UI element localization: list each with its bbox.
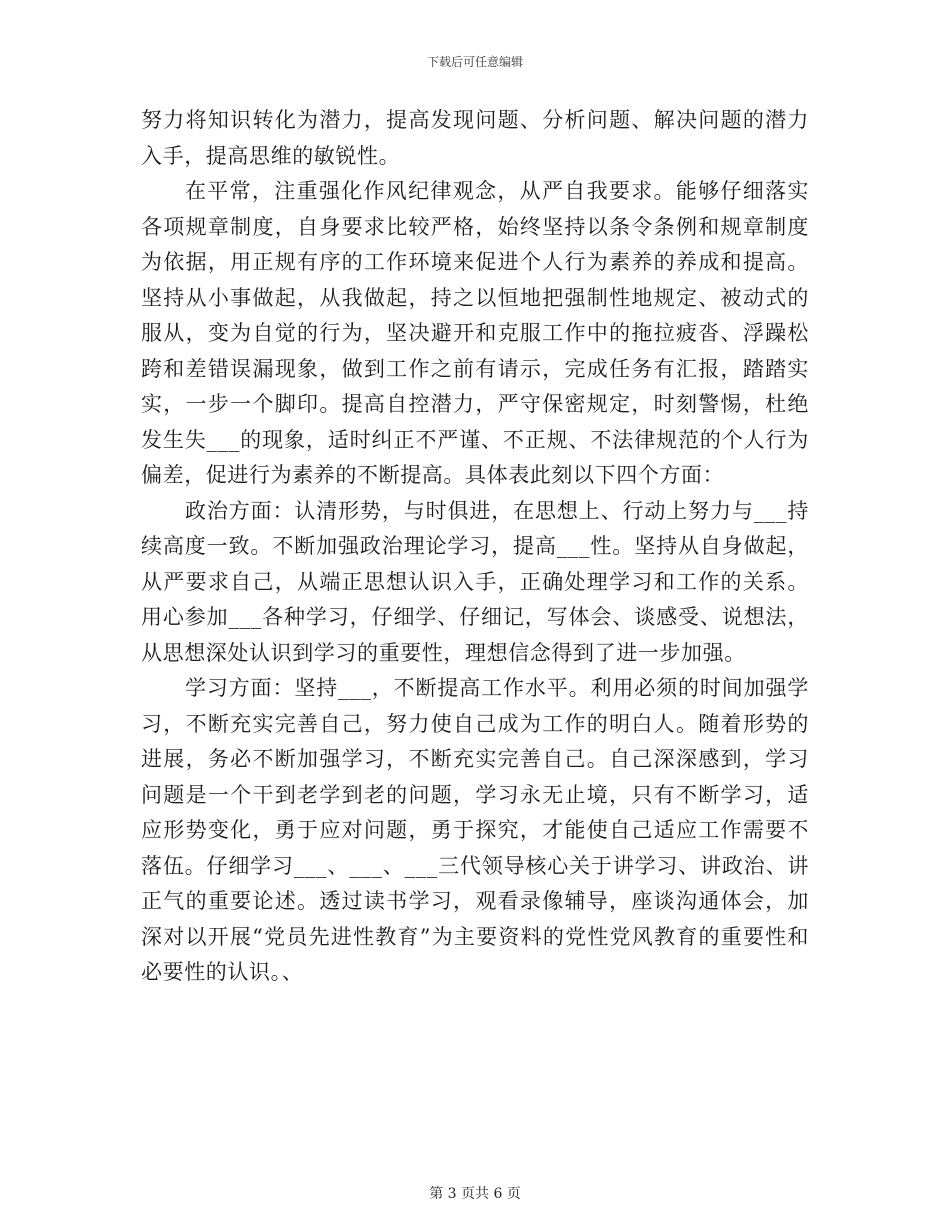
page-number-footer: 第 3 页共 6 页	[429, 1186, 521, 1202]
paragraph-study-aspect: 学习方面：坚持___，不断提高工作水平。利用必须的时间加强学习，不断充实完善自己，努力使自己成为工作的明白人。随着形势的进展，务必不断加强学习，不断充实完善自己。自己深深感到，学习问题是一个干到老学到老的问题，学习永无止境，只有不断学习，适应形势变化，勇于应对问题，勇于探究，才能使自己适应工作需要不落伍。仔细学习___、___、___三代领导核心关于讲学习、讲政治、讲正气的重要论述。透过读书学习，观看录像辅导，座谈沟通体会，加深对以开展“党员先进性教育”为主要资料的党性党风教育的重要性和必要性的认识。、	[141, 676, 809, 984]
page-header: 下载后可任意编辑	[426, 55, 523, 69]
paragraph-political-aspect: 政治方面：认清形势，与时俱进，在思想上、行动上努力与___持续高度一致。不断加强政治理论学习，提高___性。坚持从自身做起，从严要求自己，从端正思想认识入手，正确处理学习和工作的关系。用心参加___各种学习，仔细学、仔细记，写体会、谈感受、说想法，从思想深处认识到学习的重要性，理想信念得到了进一步加强。	[141, 498, 809, 665]
paragraph-work-discipline: 在平常，注重强化作风纪律观念，从严自我要求。能够仔细落实各项规章制度，自身要求比较严格，始终坚持以条令条例和规章制度为依据，用正规有序的工作环境来促进个人行为素养的养成和提高。坚持从小事做起，从我做起，持之以恒地把强制性地规定、被动式的服从，变为自觉的行为，坚决避开和克服工作中的拖拉疲沓、浮躁松跨和差错误漏现象，做到工作之前有请示，完成任务有汇报，踏踏实实，一步一个脚印。提高自控潜力，严守保密规定，时刻警惕，杜绝发生失___的现象，适时纠正不严谨、不正规、不法律规范的个人行为偏差，促进行为素养的不断提高。具体表此刻以下四个方面：	[141, 179, 809, 487]
document-body	[141, 103, 809, 991]
paragraph-continuation: 努力将知识转化为潜力，提高发现问题、分析问题、解决问题的潜力入手，提高思维的敏锐性。	[141, 108, 809, 168]
